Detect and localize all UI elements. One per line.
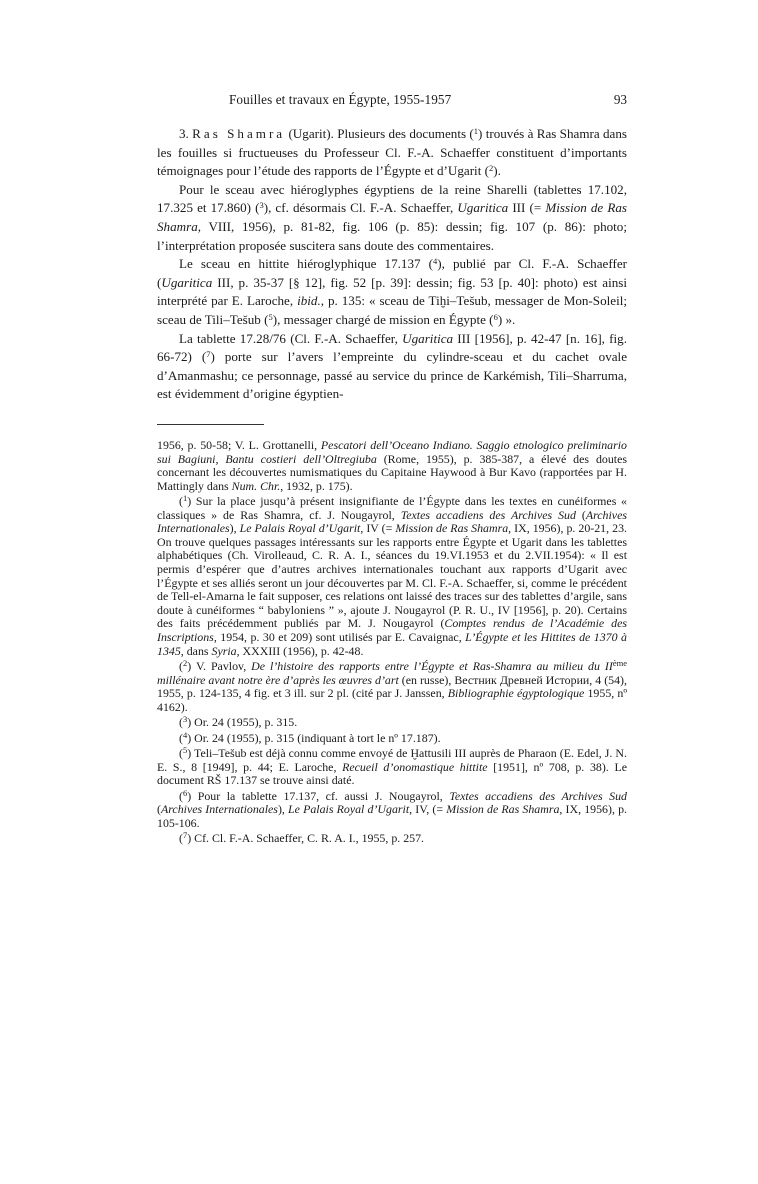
text-run: ) Or. 24 (1955), p. 315. [187, 715, 298, 730]
text-run: III [1956], p. 42-47 [n. 16], fig. 66-72) ( [157, 330, 627, 365]
main-text [157, 125, 627, 404]
italic-run: Ugaritica [457, 200, 509, 216]
text-run: , XXXIII (1956), p. 42-48. [236, 643, 364, 658]
footnote-ref: 1 [473, 126, 479, 136]
footnote [157, 744, 627, 788]
text-run: , 1932, p. 175). [280, 478, 353, 493]
text-run: ) trouvés à Ras Shamra dans les fouilles si fructueuses du Professeur Cl. F.-A. Schaeffer constituent d’importants témoignages pour l’étude des rapports de l’Égypte et d’Ugarit ( [157, 126, 628, 179]
italic-run: Textes accadiens des Archives Sud [400, 507, 576, 522]
text-run: ), cf. désormais Cl. F.-A. Schaeffer, [263, 200, 458, 216]
footnote-ref: 3 [259, 200, 264, 211]
page-number: 93 [613, 92, 627, 107]
text-run: 1955, nº 4162). [157, 686, 628, 714]
text-run: ) Or. 24 (1955), p. 315 (indiquant à tort le nº 17.187). [187, 730, 441, 745]
italic-run: Ugaritica [402, 330, 454, 346]
text-run: ( [179, 494, 183, 509]
text-run: (en russe), Вестник Древней Истории, 4 (54), 1955, p. 124-135, 4 fig. et 3 ill. sur 2 pl. (cité par J. Janssen, [157, 672, 627, 701]
text-run: ( [179, 659, 183, 673]
paragraph [157, 255, 627, 329]
text-run: ( [179, 715, 183, 730]
text-run: Le sceau en hittite hiéroglyphique 17.137 ( [179, 256, 434, 272]
text-run: [1951], nº 708, p. 38). Le document RŠ 17.137 se trouve ainsi daté. [157, 759, 627, 788]
text-run: ) Sur la place jusqu’à présent insignifiante de l’Égypte dans les textes en cunéiformes « classiques » de Ras Shamra, cf. J. Nougayrol, [157, 494, 627, 522]
footnote-ref: 6 [493, 311, 498, 322]
footnote-ref: ème [612, 658, 627, 668]
italic-run: Pescatori dell’Oceano Indiano. Saggio etnologico preliminario sui Bagiuni, Bantu costieri dell’Oltregiuba [157, 437, 627, 466]
footnote-ref: 7 [206, 349, 211, 360]
footnote-ref: 6 [182, 787, 188, 798]
italic-run: De l’histoire des rapports entre l’Égypte et Ras-Shamra au milieu du II [251, 659, 613, 673]
italic-run: Bibliographie égyptologique [447, 686, 585, 701]
italic-run: millénaire avant notre ère d’après les œuvres d’art [157, 672, 399, 687]
text-run: VIII, 1956), p. 81-82, fig. 106 (p. 85): dessin; fig. 107 (p. 86): photo; l’interprétation proposée suscitera sans doute des commentaires. [157, 218, 627, 253]
paragraph [157, 125, 627, 181]
italic-run: Comptes rendus de l’Académie des Inscriptions [157, 616, 627, 645]
text-run: ( [179, 788, 183, 803]
text-run: ( [179, 831, 183, 846]
page [157, 92, 627, 848]
italic-run: ibid. [297, 293, 321, 309]
text-run: ), [229, 521, 240, 536]
paragraph [157, 181, 627, 255]
text-run: (Rome, 1955), p. 385-387, a élevé des doutes concernant les découvertes numismatiques du Capitaine Haywood à Bur Kavo (rapportées par H. Mattingly dans [157, 451, 627, 493]
text-run: Pour le sceau avec hiéroglyphes égyptiens de la reine Sharelli (tablettes 17.102, 17.325 et 17.860) ( [157, 181, 627, 216]
footnote-ref: 5 [182, 744, 188, 755]
italic-run: Ugaritica [161, 274, 213, 290]
italic-run: Le Palais Royal d’Ugarit [288, 802, 410, 817]
text-run: ) V. Pavlov, [187, 659, 252, 673]
footnote [157, 716, 627, 730]
text-run: III (= [508, 200, 546, 216]
text-run: ) porte sur l’avers l’empreinte du cylindre-sceau et du cachet ovale d’Amanmashu; ce personnage, passé au service du prince de Karkémish, Tili–Sharruma, est évidemment d’origine égyptien- [157, 349, 628, 402]
text-run: ), publié par Cl. F.-A. Schaeffer ( [157, 256, 628, 290]
text-run: ) Teli–Tešub est déjà connu comme envoyé de Ḫattusili III auprès de Pharaon (E. Edel, J. N. E. S., 8 [1949], p. 44; E. Laroche, [157, 745, 627, 774]
italic-run: Num. Chr. [231, 478, 281, 493]
footnote [157, 439, 627, 493]
paragraph [157, 330, 627, 404]
text-run: ( [157, 802, 161, 817]
text-run: 3. [179, 126, 193, 141]
italic-run: Recueil d’onomastique hittite [342, 759, 488, 774]
italic-run: Le Palais Royal d’Ugarit [239, 521, 361, 536]
footnote-ref: 4 [433, 256, 438, 267]
spaced-heading: Ras Shamra [192, 126, 286, 141]
text-run: ). [493, 163, 501, 179]
footnote-ref: 5 [268, 311, 273, 322]
running-title: Fouilles et travaux en Égypte, 1955-1957 [229, 92, 452, 107]
text-run: III, p. 35-37 [§ 12], fig. 52 [p. 39]: dessin; fig. 53 [p. 40]: photo) est ainsi interprété par E. Laroche, [157, 274, 627, 309]
text-run: 1956, p. 50-58; V. L. Grottanelli, [157, 437, 321, 452]
footnote [157, 660, 627, 714]
text-run: , p. 135: « sceau de Tiḫi–Tešub, messager de Mon-Soleil; sceau de Tili–Tešub ( [157, 293, 627, 327]
footnote-ref: 7 [182, 830, 188, 841]
footnote-ref: 1 [182, 493, 188, 504]
footnote-separator [157, 424, 264, 425]
text-run: ( [179, 730, 183, 745]
footnote [157, 832, 627, 846]
text-run: ), [277, 802, 289, 817]
italic-run: Archives Internationales [160, 802, 278, 817]
italic-run: Mission de Ras Shamra [446, 802, 560, 817]
footnote-ref: 4 [182, 729, 188, 740]
italic-run: Syria [211, 643, 237, 658]
text-run: ) Pour la tablette 17.137, cf. aussi J. Nougayrol, [187, 788, 450, 803]
italic-run: Mission de Ras Shamra, [157, 200, 627, 234]
text-run: ) Cf. Cl. F.-A. Schaeffer, C. R. A. I., 1955, p. 257. [187, 831, 425, 846]
italic-run: L’Égypte et les Hittites de 1370 à 1345 [157, 630, 627, 658]
italic-run: Textes accadiens des Archives Sud [449, 788, 627, 803]
italic-run: Archives Internationales [157, 507, 627, 536]
text-run: , IV, (= [409, 802, 447, 817]
text-run: , dans [180, 643, 212, 658]
footnote-ref: 2 [488, 163, 494, 174]
footnote [157, 495, 627, 658]
text-run: ( [179, 745, 183, 760]
italic-run: Mission de Ras Shamra [395, 521, 509, 536]
footnote [157, 729, 627, 746]
text-run: , IX, 1956), p. 105-106. [157, 802, 627, 830]
text-run: , IV (= [360, 521, 396, 536]
text-run: ( [575, 507, 586, 522]
footnotes [157, 439, 627, 846]
text-run: (Ugarit). Plusieurs des documents ( [285, 126, 474, 141]
text-run: ), messager chargé de mission en Égypte ( [272, 311, 494, 327]
footnote-ref: 2 [182, 658, 188, 668]
footnote-ref: 3 [182, 714, 188, 725]
footnote [157, 787, 627, 831]
text-run: , 1954, p. 30 et 209) sont utilisés par E. Cavaignac, [213, 630, 466, 645]
text-run: La tablette 17.28/76 (Cl. F.-A. Schaeffer, [179, 330, 403, 346]
running-header [157, 92, 627, 112]
text-run: ) ». [497, 311, 516, 327]
text-run: , IX, 1956), p. 20-21, 23. On trouve quelques passages intéressants sur les rapports entre Égypte et Ugarit dans les tablettes alphabétiques (Ch. Virolleaud, C. R. A. I., séances du 19.VI.1953 et du 2.VII.1954): « Il est permis d’espérer que d’autres archives internationales touchant aux rapports d’Ugarit avec l’Égypte et ses alliés seront un jour découvertes par M. Cl. F.-A. Schaeffer, si, comme le précédent de Tell-el-Amarna le fait supposer, ces relations ont laissé des traces sur des tablettes d’argile, sans doute à cunéiformes “ babyloniens ” », ajoute J. Nougayrol (P. R. U., IV [1956], p. 20). Certains des faits précédemment publiés par M. J. Nougayrol ( [157, 521, 627, 631]
